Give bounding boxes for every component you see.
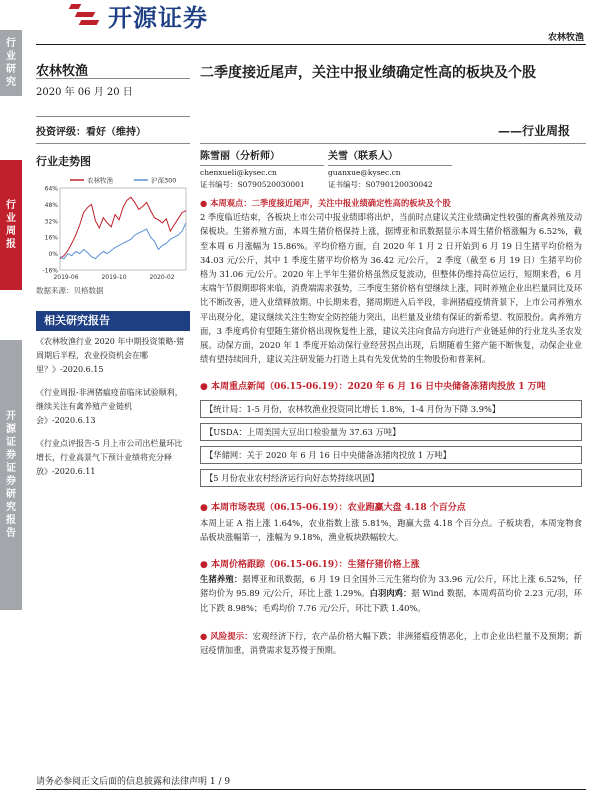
title-divider [200, 143, 586, 144]
logo-mark-icon [66, 0, 102, 30]
legend-label: 沪深300 [151, 176, 177, 185]
sector-title: 农林牧渔 [36, 64, 89, 79]
trend-title: 行业走势图 [36, 155, 91, 168]
news-box: 【5 月份农业农村经济运行向好态势持续巩固】 [200, 469, 582, 487]
related-reports-list [36, 335, 190, 488]
news-box: 【统计局：1-5 月份，农林牧渔业投资同比增长 1.8%，1-4 月份为下降 3.9%】 [200, 400, 582, 418]
series-line-0 [60, 197, 186, 259]
price-paragraph [200, 572, 582, 615]
report-date: 2020 年 06 月 20 日 [36, 87, 133, 98]
price-label-broiler: 白羽肉鸡： [369, 588, 412, 599]
side-tab-weekly-report [0, 160, 22, 290]
risk-heading: ● 风险提示： [200, 630, 253, 641]
related-report-item[interactable]: 《行业周报-非洲猪瘟疫苗临床试验顺利，继续关注有禽养殖产业链机会》-2020.6.13 [36, 388, 183, 425]
trend-chart [36, 174, 190, 284]
y-tick-label: 0% [48, 251, 58, 259]
view-paragraph: 2 季度临近结束，各板块上市公司中报业绩即将出炉，当前时点建议关注业绩确定性较强的畜禽养殖及动保板块。生猪养殖方面，本周生猪价格保持上涨，据博亚和讯数据显示本周生猪价格涨幅为 6.52%，截至本周 6 月涨幅为 15.86%。平均价格方面，自 2020 年 1 月 2 日开始到 6 月 19 日生猪平均价格为 34.03 元/公斤，其中 1 季度生猪平均价格为 36.42 元/公斤， 2 季度（截至 6 月 19 日）生猪平均价格为 31.06 元/公斤。2020 年上半年生猪价格虽然反复波动，但整体仍维持高位运行，短期来看，6 月末端午节假期即将来临，消费端需求强势，三季度生猪价格有望继续上涨，同时养殖企业出栏量同比及环比不断改善，进入业绩释放期。中长期来看，猪周期进入后半段，非洲猪瘟疫情背景下，上市公司养殖水平出现分化，建议继续关注生物安全防控能力突出，出栏量及业绩有保证的新希望、牧原股份。禽养殖方面，3 季度鸡价有望随生猪价格出现恢复性上涨，建议关注向食品方向进行产业链延伸的行业龙头圣农发展。动保方面，2020 年 1 季度开始动保行业经营拐点出现，后期随着生猪产能不断恢复，动保企业业绩有望持续回升，建议关注研发能力打造上具有先发优势的生物股份和普莱柯。 [200, 212, 582, 365]
risk-text: 宏观经济下行，农产品价格大幅下跌；非洲猪瘟疫情恶化，上市企业出栏量不及预期；新冠疫情加重，消费需求复苏慢于预期。 [200, 630, 582, 656]
x-tick-label: 2019-10 [101, 274, 127, 281]
analyst-divider [200, 165, 324, 166]
footer-divider [36, 789, 586, 790]
header-divider [36, 44, 586, 45]
analyst-card [200, 150, 324, 191]
news-box: 【USDA：上周美国大豆出口检验量为 37.63 万吨】 [200, 423, 582, 441]
contact-divider [328, 165, 452, 166]
page-number: 1 / 9 [209, 777, 231, 787]
price-text-hog: 据博亚和讯数据，6 月 19 日全国外三元生猪均价为 33.96 元/公斤，环比上涨 6.52%，仔猪均价为 95.89 元/公斤，环比上涨 1.29%。 [200, 574, 582, 599]
market-heading: ● 本周市场表现（06.15-06.19）：农业跑赢大盘 4.18 个百分点 [200, 503, 466, 514]
y-tick-label: -16% [42, 267, 58, 275]
report-type: ——行业周报 [497, 124, 570, 138]
price-label-hog: 生猪养殖： [200, 574, 243, 585]
side-tab-top-label: 行业研究 [6, 38, 16, 88]
trend-chart-svg [36, 174, 190, 284]
y-tick-label: 48% [44, 201, 58, 209]
chart-frame [60, 188, 186, 270]
related-report-item[interactable]: 《农林牧渔行业 2020 年中期投资策略-猪周期后半程，农业投资机会在哪里？》-2020.6.15 [36, 337, 185, 374]
footer-disclaimer [36, 774, 230, 787]
brand-logo [66, 0, 208, 30]
contact-email[interactable]: guanxue@kysec.cn [328, 168, 401, 177]
header-category: 农林牧渔 [547, 33, 584, 43]
y-tick-label: 16% [44, 234, 58, 242]
chart-source: 数据来源：贝格数据 [36, 286, 104, 295]
side-tab-bottom-label: 开源证券 证券研究报告 [6, 411, 16, 539]
report-body [200, 196, 582, 657]
left-divider [36, 116, 190, 117]
contact-card [328, 150, 452, 191]
side-tab-securities-research [0, 340, 22, 610]
related-reports-header: 相关研究报告 [36, 311, 190, 331]
related-report-item[interactable]: 《行业点评报告-5 月上市公司出栏量环比增长，行业高景气下预计业绩将充分释放》-2020.6.11 [36, 439, 183, 476]
analyst-name: 陈雪丽（分析师） [200, 151, 280, 162]
investment-rating: 投资评级：看好（维持） [36, 127, 146, 138]
analyst-cert: 证书编号：S0790520030001 [200, 180, 305, 189]
left-divider [36, 143, 190, 144]
risk-paragraph [200, 629, 582, 657]
left-divider [36, 78, 190, 79]
news-box: 【华储网：关于 2020 年 6 月 16 日中央储备冻猪肉投放 1 万吨】 [200, 446, 582, 464]
price-heading: ● 本周价格跟踪（06.15-06.19）：生猪仔猪价格上涨 [200, 560, 420, 571]
page-title: 二季度接近尾声，关注中报业绩确定性高的板块及个股 [200, 65, 536, 81]
news-heading: ● 本周重点新闻（06.15-06.19）：2020 年 6 月 16 日中央储备冻猪肉投放 1 万吨 [200, 382, 546, 393]
market-paragraph: 本周上证 A 指上涨 1.64%，农业指数上涨 5.81%，跑赢大盘 4.18 个百分点。子板块看，本周宠物食品板块涨幅第一，涨幅为 9.18%，渔业板块跌幅较大。 [200, 517, 582, 542]
price-text-broiler: 据 Wind 数据，本周鸡苗均价 2.23 元/羽，环比下跌 8.98%；毛鸡均价 7.76 元/公斤，环比下跌 1.40%。 [200, 588, 582, 613]
brand-name: 开源证券 [108, 3, 208, 32]
side-tab-industry-research [0, 30, 22, 96]
x-tick-label: 2019-06 [53, 274, 79, 281]
analyst-email[interactable]: chenxueli@kysec.cn [200, 168, 277, 177]
y-tick-label: 64% [44, 185, 58, 193]
legend-label: 农林牧渔 [87, 176, 113, 185]
contact-name: 关雪（联系人） [328, 151, 398, 162]
contact-cert: 证书编号：S0790120030042 [328, 180, 433, 189]
footer-disclaimer-text[interactable]: 请务必参阅正文后面的信息披露和法律声明 [36, 777, 208, 787]
side-tab-mid-label: 行业周报 [6, 200, 16, 250]
view-heading: ● 本周观点：二季度接近尾声，关注中报业绩确定性高的板块及个股 [200, 198, 451, 208]
y-tick-label: 32% [44, 218, 58, 226]
x-tick-label: 2020-02 [149, 274, 175, 281]
